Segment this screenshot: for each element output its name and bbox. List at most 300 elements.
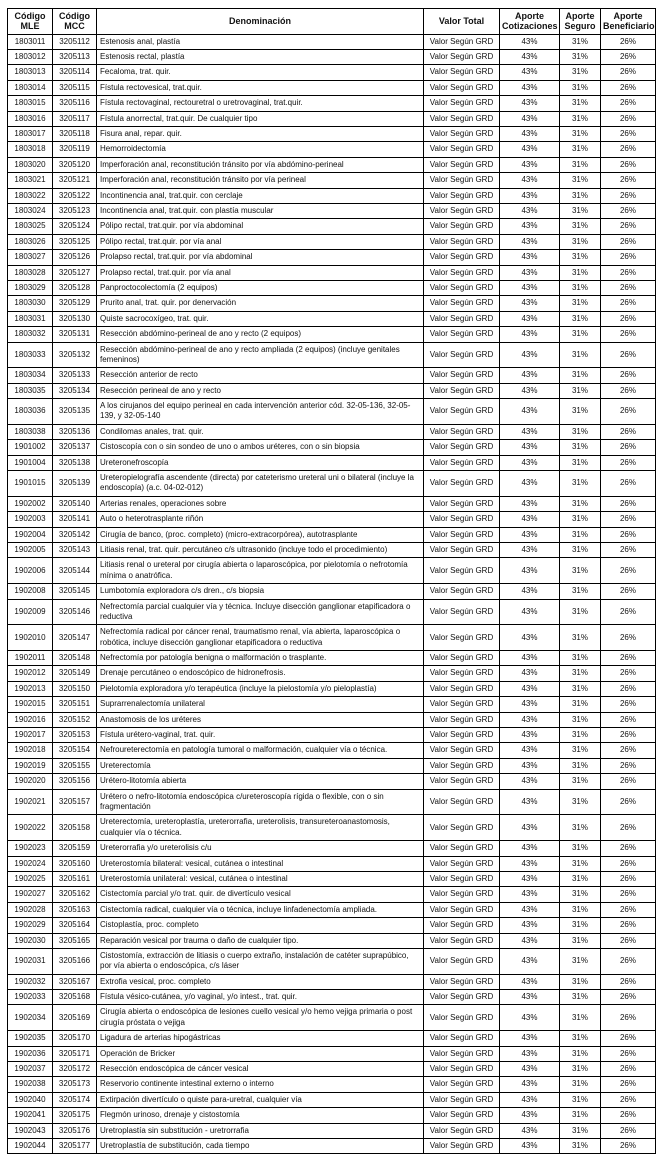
table-row xyxy=(8,250,656,265)
table-row xyxy=(8,455,656,470)
cell-aporte-beneficiario: 26% xyxy=(601,871,656,886)
cell-denominacion: Ligadura de arterias hipogástricas xyxy=(97,1031,424,1046)
cell-aporte-cotizaciones: 43% xyxy=(500,127,560,142)
cell-aporte-beneficiario: 26% xyxy=(601,697,656,712)
cell-aporte-cotizaciones: 43% xyxy=(500,841,560,856)
cell-denominacion: Urétero o nefro-litotomía endoscópica c/ureteroscopía rígida o flexible, con o sin fragmentación xyxy=(97,789,424,815)
cell-codigo-mcc: 3205155 xyxy=(53,758,97,773)
cell-codigo-mle: 1803038 xyxy=(8,424,53,439)
cell-denominacion: Flegmón urinoso, drenaje y cistostomía xyxy=(97,1108,424,1123)
cell-aporte-beneficiario: 26% xyxy=(601,342,656,368)
table-row xyxy=(8,1005,656,1031)
cell-codigo-mcc: 3205117 xyxy=(53,111,97,126)
cell-denominacion: Ureteropielografía ascendente (directa) por cateterismo ureteral uni o bilateral (incluye la endoscopía) (a.c. 04-02-012) xyxy=(97,471,424,497)
cell-aporte-beneficiario: 26% xyxy=(601,1123,656,1138)
cell-valor-total: Valor Según GRD xyxy=(424,666,500,681)
cell-denominacion: Prolapso rectal, trat.quir. por vía anal xyxy=(97,265,424,280)
cell-denominacion: Cistoplastía, proc. completo xyxy=(97,918,424,933)
cell-codigo-mle: 1902024 xyxy=(8,856,53,871)
table-row xyxy=(8,1077,656,1092)
cell-denominacion: Fístula anorrectal, trat.quir. De cualquier tipo xyxy=(97,111,424,126)
cell-aporte-cotizaciones: 43% xyxy=(500,974,560,989)
table-row xyxy=(8,496,656,511)
table-row xyxy=(8,841,656,856)
cell-denominacion: Nefrectomía parcial cualquier vía y técnica. Incluye disección ganglionar etapificadora o reductiva xyxy=(97,599,424,625)
cell-denominacion: Resección endoscópica de cáncer vesical xyxy=(97,1062,424,1077)
cell-aporte-cotizaciones: 43% xyxy=(500,219,560,234)
cell-codigo-mcc: 3205119 xyxy=(53,142,97,157)
cell-aporte-cotizaciones: 43% xyxy=(500,948,560,974)
cell-denominacion: Incontinencia anal, trat.quir. con plastía muscular xyxy=(97,203,424,218)
cell-aporte-seguro: 31% xyxy=(560,188,601,203)
cell-denominacion: Prurito anal, trat. quir. por denervación xyxy=(97,296,424,311)
cell-aporte-seguro: 31% xyxy=(560,871,601,886)
table-row xyxy=(8,280,656,295)
cell-codigo-mcc: 3205136 xyxy=(53,424,97,439)
cell-aporte-beneficiario: 26% xyxy=(601,815,656,841)
cell-aporte-cotizaciones: 43% xyxy=(500,558,560,584)
cell-codigo-mle: 1803012 xyxy=(8,50,53,65)
cell-codigo-mcc: 3205133 xyxy=(53,368,97,383)
cell-aporte-beneficiario: 26% xyxy=(601,471,656,497)
cell-denominacion: Cistectomía radical, cualquier vía o técnica, incluye linfadenectomía ampliada. xyxy=(97,902,424,917)
cell-aporte-seguro: 31% xyxy=(560,815,601,841)
cell-aporte-cotizaciones: 43% xyxy=(500,496,560,511)
cell-aporte-beneficiario: 26% xyxy=(601,219,656,234)
table-row xyxy=(8,815,656,841)
cell-codigo-mcc: 3205121 xyxy=(53,173,97,188)
cell-aporte-beneficiario: 26% xyxy=(601,1138,656,1153)
cell-codigo-mle: 1902034 xyxy=(8,1005,53,1031)
cell-aporte-cotizaciones: 43% xyxy=(500,887,560,902)
header-row xyxy=(8,9,656,35)
cell-aporte-cotizaciones: 43% xyxy=(500,1046,560,1061)
cell-codigo-mcc: 3205115 xyxy=(53,80,97,95)
cell-codigo-mcc: 3205128 xyxy=(53,280,97,295)
cell-aporte-beneficiario: 26% xyxy=(601,841,656,856)
cell-aporte-cotizaciones: 43% xyxy=(500,296,560,311)
column-header-valor-total: Valor Total xyxy=(424,9,500,35)
cell-valor-total: Valor Según GRD xyxy=(424,383,500,398)
cell-aporte-cotizaciones: 43% xyxy=(500,1077,560,1092)
cell-aporte-seguro: 31% xyxy=(560,342,601,368)
cell-aporte-seguro: 31% xyxy=(560,651,601,666)
cell-aporte-cotizaciones: 43% xyxy=(500,399,560,425)
cell-aporte-seguro: 31% xyxy=(560,697,601,712)
cell-aporte-seguro: 31% xyxy=(560,1062,601,1077)
cell-valor-total: Valor Según GRD xyxy=(424,584,500,599)
table-row xyxy=(8,774,656,789)
cell-aporte-cotizaciones: 43% xyxy=(500,527,560,542)
table-row xyxy=(8,933,656,948)
cell-aporte-beneficiario: 26% xyxy=(601,1046,656,1061)
table-row xyxy=(8,856,656,871)
cell-valor-total: Valor Según GRD xyxy=(424,697,500,712)
cell-valor-total: Valor Según GRD xyxy=(424,1108,500,1123)
cell-codigo-mle: 1803016 xyxy=(8,111,53,126)
cell-aporte-cotizaciones: 43% xyxy=(500,440,560,455)
cell-aporte-seguro: 31% xyxy=(560,1108,601,1123)
cell-denominacion: Anastomosis de los uréteres xyxy=(97,712,424,727)
cell-denominacion: Urétero-litotomía abierta xyxy=(97,774,424,789)
cell-denominacion: Ureterectomía, ureteroplastía, ureterorrafia, ureterolisis, transureteroanastomosis, cualquier vía o técnica. xyxy=(97,815,424,841)
table-row xyxy=(8,50,656,65)
cell-aporte-cotizaciones: 43% xyxy=(500,599,560,625)
cell-aporte-beneficiario: 26% xyxy=(601,65,656,80)
cell-valor-total: Valor Según GRD xyxy=(424,681,500,696)
table-row xyxy=(8,527,656,542)
column-header-codigo-mcc: Código MCC xyxy=(53,9,97,35)
cell-aporte-seguro: 31% xyxy=(560,743,601,758)
cell-codigo-mcc: 3205138 xyxy=(53,455,97,470)
cell-aporte-seguro: 31% xyxy=(560,327,601,342)
cell-aporte-beneficiario: 26% xyxy=(601,142,656,157)
cell-valor-total: Valor Según GRD xyxy=(424,1046,500,1061)
cell-codigo-mle: 1803013 xyxy=(8,65,53,80)
table-row xyxy=(8,440,656,455)
cell-codigo-mcc: 3205152 xyxy=(53,712,97,727)
cell-codigo-mle: 1902016 xyxy=(8,712,53,727)
cell-denominacion: Nefroureterectomía en patología tumoral o malformación, cualquier vía o técnica. xyxy=(97,743,424,758)
cell-codigo-mle: 1902020 xyxy=(8,774,53,789)
cell-aporte-seguro: 31% xyxy=(560,933,601,948)
cell-codigo-mcc: 3205160 xyxy=(53,856,97,871)
table-row xyxy=(8,219,656,234)
cell-denominacion: Cirugía de banco, (proc. completo) (micro-extracorpórea), autotrasplante xyxy=(97,527,424,542)
cell-denominacion: Estenosis anal, plastía xyxy=(97,34,424,49)
cell-aporte-seguro: 31% xyxy=(560,681,601,696)
cell-denominacion: Ureterectomía xyxy=(97,758,424,773)
column-header-aporte-cotizaciones: Aporte Cotizaciones xyxy=(500,9,560,35)
cell-aporte-cotizaciones: 43% xyxy=(500,625,560,651)
cell-codigo-mcc: 3205129 xyxy=(53,296,97,311)
cell-aporte-cotizaciones: 43% xyxy=(500,1092,560,1107)
cell-codigo-mcc: 3205124 xyxy=(53,219,97,234)
table-row xyxy=(8,234,656,249)
cell-codigo-mcc: 3205120 xyxy=(53,157,97,172)
cell-valor-total: Valor Según GRD xyxy=(424,1092,500,1107)
cell-valor-total: Valor Según GRD xyxy=(424,512,500,527)
cell-codigo-mle: 1902009 xyxy=(8,599,53,625)
column-header-aporte-seguro: Aporte Seguro xyxy=(560,9,601,35)
cell-codigo-mle: 1803022 xyxy=(8,188,53,203)
cell-codigo-mle: 1902037 xyxy=(8,1062,53,1077)
cell-codigo-mle: 1803030 xyxy=(8,296,53,311)
cell-denominacion: Resección abdómino-perineal de ano y recto (2 equipos) xyxy=(97,327,424,342)
table-row xyxy=(8,712,656,727)
table-row xyxy=(8,542,656,557)
cell-aporte-beneficiario: 26% xyxy=(601,496,656,511)
table-row xyxy=(8,342,656,368)
cell-valor-total: Valor Según GRD xyxy=(424,948,500,974)
cell-aporte-beneficiario: 26% xyxy=(601,728,656,743)
cell-codigo-mcc: 3205123 xyxy=(53,203,97,218)
cell-aporte-cotizaciones: 43% xyxy=(500,424,560,439)
cell-codigo-mle: 1901002 xyxy=(8,440,53,455)
cell-valor-total: Valor Según GRD xyxy=(424,918,500,933)
cell-valor-total: Valor Según GRD xyxy=(424,111,500,126)
cell-aporte-seguro: 31% xyxy=(560,311,601,326)
cell-codigo-mle: 1902011 xyxy=(8,651,53,666)
cell-valor-total: Valor Según GRD xyxy=(424,527,500,542)
cell-aporte-seguro: 31% xyxy=(560,774,601,789)
cell-codigo-mcc: 3205148 xyxy=(53,651,97,666)
cell-aporte-seguro: 31% xyxy=(560,127,601,142)
cell-codigo-mle: 1902015 xyxy=(8,697,53,712)
cell-valor-total: Valor Según GRD xyxy=(424,758,500,773)
cell-codigo-mcc: 3205162 xyxy=(53,887,97,902)
cell-codigo-mcc: 3205154 xyxy=(53,743,97,758)
cell-denominacion: A los cirujanos del equipo perineal en cada intervención anterior cód. 32-05-136, 32-05-139, y 32-05-140 xyxy=(97,399,424,425)
cell-codigo-mle: 1902029 xyxy=(8,918,53,933)
cell-codigo-mcc: 3205174 xyxy=(53,1092,97,1107)
cell-denominacion: Condilomas anales, trat. quir. xyxy=(97,424,424,439)
cell-codigo-mcc: 3205146 xyxy=(53,599,97,625)
cell-aporte-beneficiario: 26% xyxy=(601,887,656,902)
cell-aporte-cotizaciones: 43% xyxy=(500,681,560,696)
cell-aporte-cotizaciones: 43% xyxy=(500,368,560,383)
cell-aporte-beneficiario: 26% xyxy=(601,1077,656,1092)
cell-aporte-cotizaciones: 43% xyxy=(500,512,560,527)
cell-valor-total: Valor Según GRD xyxy=(424,1077,500,1092)
table-header xyxy=(8,9,656,35)
table-row xyxy=(8,1031,656,1046)
cell-codigo-mle: 1803033 xyxy=(8,342,53,368)
cell-aporte-beneficiario: 26% xyxy=(601,157,656,172)
table-row xyxy=(8,728,656,743)
cell-aporte-seguro: 31% xyxy=(560,1123,601,1138)
cell-codigo-mle: 1901015 xyxy=(8,471,53,497)
cell-codigo-mle: 1803020 xyxy=(8,157,53,172)
cell-aporte-beneficiario: 26% xyxy=(601,296,656,311)
cell-valor-total: Valor Según GRD xyxy=(424,471,500,497)
cell-denominacion: Fístula urétero-vaginal, trat. quir. xyxy=(97,728,424,743)
cell-aporte-cotizaciones: 43% xyxy=(500,455,560,470)
cell-codigo-mle: 1803014 xyxy=(8,80,53,95)
cell-valor-total: Valor Según GRD xyxy=(424,1123,500,1138)
cell-aporte-cotizaciones: 43% xyxy=(500,697,560,712)
cell-aporte-beneficiario: 26% xyxy=(601,311,656,326)
cell-valor-total: Valor Según GRD xyxy=(424,296,500,311)
cell-codigo-mcc: 3205173 xyxy=(53,1077,97,1092)
cell-aporte-beneficiario: 26% xyxy=(601,558,656,584)
cell-aporte-seguro: 31% xyxy=(560,841,601,856)
cell-aporte-seguro: 31% xyxy=(560,265,601,280)
cell-aporte-beneficiario: 26% xyxy=(601,368,656,383)
cell-aporte-beneficiario: 26% xyxy=(601,666,656,681)
cell-aporte-seguro: 31% xyxy=(560,455,601,470)
table-row xyxy=(8,902,656,917)
cell-valor-total: Valor Según GRD xyxy=(424,424,500,439)
cell-aporte-beneficiario: 26% xyxy=(601,34,656,49)
cell-aporte-cotizaciones: 43% xyxy=(500,311,560,326)
cell-aporte-beneficiario: 26% xyxy=(601,203,656,218)
table-row xyxy=(8,188,656,203)
cell-codigo-mcc: 3205134 xyxy=(53,383,97,398)
cell-codigo-mle: 1902004 xyxy=(8,527,53,542)
cell-denominacion: Uretroplastía sin substitución - uretrorrafia xyxy=(97,1123,424,1138)
cell-valor-total: Valor Según GRD xyxy=(424,265,500,280)
cell-denominacion: Nefrectomía radical por cáncer renal, traumatismo renal, vía abierta, laparoscópica o robótica, incluye disección ganglionar etapificadora o reductiva xyxy=(97,625,424,651)
table-row xyxy=(8,584,656,599)
cell-valor-total: Valor Según GRD xyxy=(424,368,500,383)
tariff-table xyxy=(7,8,656,1154)
cell-aporte-beneficiario: 26% xyxy=(601,974,656,989)
cell-denominacion: Reservorio continente intestinal externo o interno xyxy=(97,1077,424,1092)
cell-aporte-seguro: 31% xyxy=(560,1046,601,1061)
cell-valor-total: Valor Según GRD xyxy=(424,455,500,470)
cell-valor-total: Valor Según GRD xyxy=(424,902,500,917)
cell-codigo-mle: 1902017 xyxy=(8,728,53,743)
cell-valor-total: Valor Según GRD xyxy=(424,496,500,511)
table-row xyxy=(8,34,656,49)
cell-codigo-mcc: 3205122 xyxy=(53,188,97,203)
cell-aporte-cotizaciones: 43% xyxy=(500,918,560,933)
cell-aporte-beneficiario: 26% xyxy=(601,1062,656,1077)
table-row xyxy=(8,948,656,974)
cell-codigo-mcc: 3205151 xyxy=(53,697,97,712)
cell-valor-total: Valor Según GRD xyxy=(424,974,500,989)
cell-valor-total: Valor Según GRD xyxy=(424,1062,500,1077)
cell-valor-total: Valor Según GRD xyxy=(424,327,500,342)
cell-aporte-seguro: 31% xyxy=(560,728,601,743)
cell-aporte-cotizaciones: 43% xyxy=(500,96,560,111)
cell-aporte-cotizaciones: 43% xyxy=(500,1108,560,1123)
cell-aporte-beneficiario: 26% xyxy=(601,625,656,651)
cell-aporte-beneficiario: 26% xyxy=(601,383,656,398)
cell-aporte-beneficiario: 26% xyxy=(601,234,656,249)
cell-aporte-seguro: 31% xyxy=(560,80,601,95)
cell-aporte-beneficiario: 26% xyxy=(601,399,656,425)
cell-codigo-mcc: 3205164 xyxy=(53,918,97,933)
cell-aporte-cotizaciones: 43% xyxy=(500,728,560,743)
cell-aporte-cotizaciones: 43% xyxy=(500,65,560,80)
cell-denominacion: Suprarrenalectomía unilateral xyxy=(97,697,424,712)
table-row xyxy=(8,789,656,815)
table-row xyxy=(8,990,656,1005)
table-row xyxy=(8,96,656,111)
cell-denominacion: Pielotomía exploradora y/o terapéutica (incluye la pielostomía y/o pieloplastía) xyxy=(97,681,424,696)
cell-codigo-mcc: 3205130 xyxy=(53,311,97,326)
cell-codigo-mcc: 3205139 xyxy=(53,471,97,497)
cell-codigo-mcc: 3205137 xyxy=(53,440,97,455)
cell-valor-total: Valor Según GRD xyxy=(424,157,500,172)
cell-aporte-seguro: 31% xyxy=(560,65,601,80)
cell-aporte-beneficiario: 26% xyxy=(601,1092,656,1107)
table-row xyxy=(8,681,656,696)
cell-valor-total: Valor Según GRD xyxy=(424,625,500,651)
cell-codigo-mcc: 3205165 xyxy=(53,933,97,948)
cell-aporte-seguro: 31% xyxy=(560,974,601,989)
cell-valor-total: Valor Según GRD xyxy=(424,219,500,234)
cell-denominacion: Cistostomía, extracción de litiasis o cuerpo extraño, instalación de catéter suprapúbico, por vía abierta o endoscópica, c/s láser xyxy=(97,948,424,974)
cell-aporte-cotizaciones: 43% xyxy=(500,743,560,758)
cell-aporte-cotizaciones: 43% xyxy=(500,1031,560,1046)
cell-valor-total: Valor Según GRD xyxy=(424,651,500,666)
cell-aporte-seguro: 31% xyxy=(560,599,601,625)
cell-codigo-mle: 1902006 xyxy=(8,558,53,584)
cell-aporte-beneficiario: 26% xyxy=(601,50,656,65)
cell-aporte-cotizaciones: 43% xyxy=(500,34,560,49)
cell-codigo-mcc: 3205142 xyxy=(53,527,97,542)
cell-codigo-mle: 1902012 xyxy=(8,666,53,681)
cell-codigo-mle: 1803025 xyxy=(8,219,53,234)
cell-codigo-mcc: 3205141 xyxy=(53,512,97,527)
cell-codigo-mle: 1803026 xyxy=(8,234,53,249)
cell-valor-total: Valor Según GRD xyxy=(424,188,500,203)
cell-denominacion: Litiasis renal, trat. quir. percutáneo c/s ultrasonido (incluye todo el procedimiento) xyxy=(97,542,424,557)
cell-aporte-cotizaciones: 43% xyxy=(500,157,560,172)
cell-aporte-cotizaciones: 43% xyxy=(500,1123,560,1138)
cell-valor-total: Valor Según GRD xyxy=(424,743,500,758)
cell-aporte-seguro: 31% xyxy=(560,527,601,542)
cell-aporte-beneficiario: 26% xyxy=(601,424,656,439)
cell-aporte-cotizaciones: 43% xyxy=(500,111,560,126)
cell-valor-total: Valor Según GRD xyxy=(424,712,500,727)
cell-valor-total: Valor Según GRD xyxy=(424,280,500,295)
cell-codigo-mle: 1803017 xyxy=(8,127,53,142)
cell-codigo-mcc: 3205140 xyxy=(53,496,97,511)
table-row xyxy=(8,697,656,712)
table-row xyxy=(8,265,656,280)
cell-denominacion: Ureterorrafia y/o ureterolisis c/u xyxy=(97,841,424,856)
cell-aporte-beneficiario: 26% xyxy=(601,758,656,773)
table-row xyxy=(8,203,656,218)
cell-valor-total: Valor Según GRD xyxy=(424,1138,500,1153)
cell-codigo-mcc: 3205176 xyxy=(53,1123,97,1138)
cell-codigo-mcc: 3205112 xyxy=(53,34,97,49)
cell-aporte-beneficiario: 26% xyxy=(601,599,656,625)
cell-aporte-seguro: 31% xyxy=(560,512,601,527)
cell-codigo-mle: 1901004 xyxy=(8,455,53,470)
cell-aporte-beneficiario: 26% xyxy=(601,512,656,527)
cell-codigo-mle: 1902033 xyxy=(8,990,53,1005)
cell-valor-total: Valor Según GRD xyxy=(424,871,500,886)
cell-aporte-cotizaciones: 43% xyxy=(500,542,560,557)
cell-valor-total: Valor Según GRD xyxy=(424,1031,500,1046)
cell-aporte-seguro: 31% xyxy=(560,584,601,599)
cell-aporte-cotizaciones: 43% xyxy=(500,250,560,265)
cell-aporte-seguro: 31% xyxy=(560,424,601,439)
table-row xyxy=(8,424,656,439)
cell-codigo-mle: 1803029 xyxy=(8,280,53,295)
cell-aporte-seguro: 31% xyxy=(560,1092,601,1107)
cell-aporte-cotizaciones: 43% xyxy=(500,758,560,773)
cell-valor-total: Valor Según GRD xyxy=(424,542,500,557)
cell-denominacion: Lumbotomía exploradora c/s dren., c/s biopsia xyxy=(97,584,424,599)
cell-codigo-mle: 1803011 xyxy=(8,34,53,49)
table-row xyxy=(8,1123,656,1138)
cell-denominacion: Incontinencia anal, trat.quir. con cerclaje xyxy=(97,188,424,203)
cell-aporte-seguro: 31% xyxy=(560,712,601,727)
cell-denominacion: Pólipo rectal, trat.quir. por vía anal xyxy=(97,234,424,249)
table-row xyxy=(8,296,656,311)
cell-codigo-mcc: 3205145 xyxy=(53,584,97,599)
cell-denominacion: Uretroplastía de substitución, cada tiempo xyxy=(97,1138,424,1153)
table-row xyxy=(8,558,656,584)
cell-valor-total: Valor Según GRD xyxy=(424,856,500,871)
cell-codigo-mcc: 3205147 xyxy=(53,625,97,651)
cell-aporte-seguro: 31% xyxy=(560,625,601,651)
table-row xyxy=(8,1108,656,1123)
table-body xyxy=(8,34,656,1154)
cell-denominacion: Imperforación anal, reconstitución tránsito por vía perineal xyxy=(97,173,424,188)
cell-aporte-beneficiario: 26% xyxy=(601,1031,656,1046)
cell-valor-total: Valor Según GRD xyxy=(424,599,500,625)
cell-aporte-beneficiario: 26% xyxy=(601,651,656,666)
cell-aporte-seguro: 31% xyxy=(560,918,601,933)
cell-valor-total: Valor Según GRD xyxy=(424,203,500,218)
